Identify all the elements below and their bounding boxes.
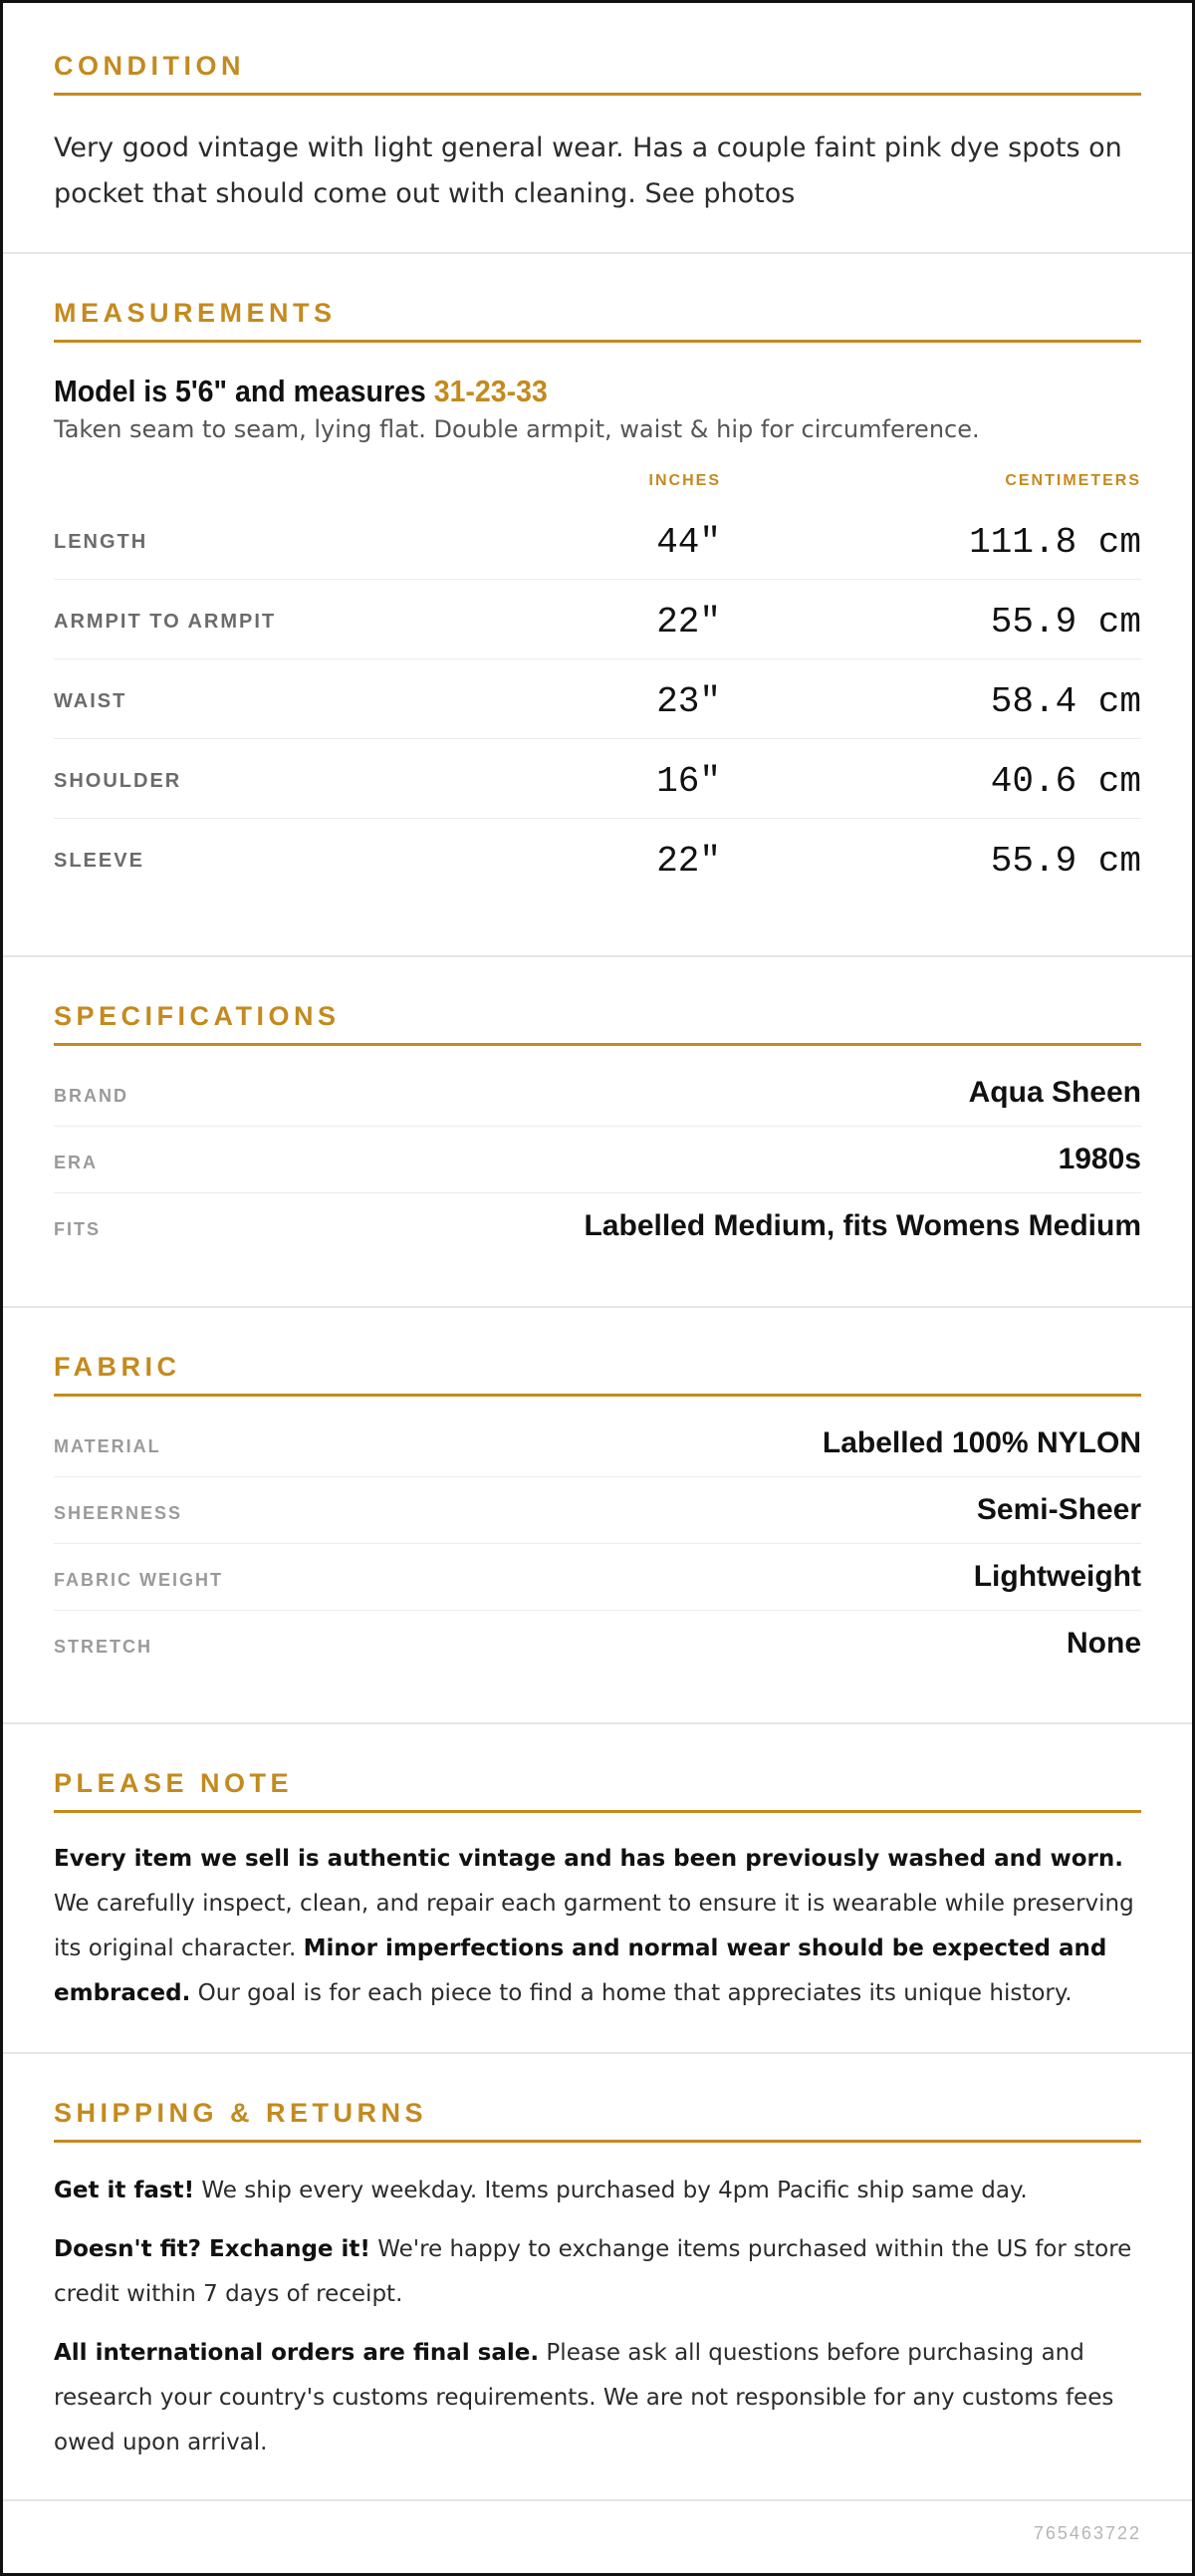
measurements-section bbox=[3, 254, 1192, 957]
fabric-row-weight bbox=[54, 1544, 1141, 1611]
measurement-row-length bbox=[54, 500, 1141, 580]
spec-row-era bbox=[54, 1127, 1141, 1193]
spec-key: BRAND bbox=[54, 1086, 128, 1106]
model-measures-line bbox=[54, 373, 1055, 410]
measurement-row-shoulder bbox=[54, 739, 1141, 819]
note-text-inspect: We carefully inspect, clean, and repair each garment to ensure it is wearable while preserving its original character. bbox=[54, 1891, 1134, 1961]
fabric-key: STRETCH bbox=[54, 1637, 152, 1657]
measurement-cm: 40.6 cm bbox=[990, 761, 1141, 802]
measurement-label: LENGTH bbox=[54, 531, 148, 553]
shipping-exchange-bold: Doesn't fit? Exchange it! bbox=[54, 2236, 370, 2262]
model-height-text: Model is 5'6" and measures bbox=[54, 374, 434, 408]
fabric-section bbox=[3, 1308, 1192, 1724]
shipping-international-text: Please ask all questions before purchasing and research your country's customs requirements. We are not responsible for any customs fees owed upon arrival. bbox=[54, 2340, 1114, 2455]
measurement-row-sleeve bbox=[54, 819, 1141, 898]
measurements-table bbox=[54, 500, 1141, 898]
measurement-cm: 111.8 cm bbox=[969, 522, 1141, 563]
shipping-paragraph-exchange bbox=[54, 2227, 1141, 2317]
condition-description: Very good vintage with light general wear. Has a couple faint pink dye spots on pocket that should come out with cleaning. See photos bbox=[54, 132, 1122, 209]
shipping-exchange-text: We're happy to exchange items purchased within the US for store credit within 7 days of receipt. bbox=[54, 2236, 1132, 2307]
measurement-cm: 58.4 cm bbox=[990, 681, 1141, 722]
measurement-inches: 23" bbox=[656, 681, 721, 722]
measurement-inches: 16" bbox=[656, 761, 721, 802]
spec-value: 1980s bbox=[1058, 1143, 1141, 1175]
fabric-value: Semi-Sheer bbox=[976, 1493, 1141, 1526]
measurement-label: SHOULDER bbox=[54, 770, 182, 792]
fabric-key: MATERIAL bbox=[54, 1436, 161, 1456]
please-note-heading: PLEASE NOTE bbox=[54, 1770, 1141, 1813]
measurement-inches: 22" bbox=[656, 602, 721, 643]
fabric-heading: FABRIC bbox=[54, 1354, 1141, 1397]
fabric-value: Lightweight bbox=[973, 1560, 1141, 1593]
measurement-row-waist bbox=[54, 659, 1141, 739]
shipping-international-bold: All international orders are final sale. bbox=[54, 2340, 540, 2366]
fabric-key: SHEERNESS bbox=[54, 1503, 183, 1523]
inches-column-header: INCHES bbox=[648, 472, 721, 489]
fabric-row-sheerness bbox=[54, 1477, 1141, 1544]
spec-row-fits bbox=[54, 1193, 1141, 1259]
spec-key: ERA bbox=[54, 1153, 99, 1172]
measurement-row-armpit bbox=[54, 580, 1141, 659]
condition-section bbox=[3, 3, 1192, 254]
note-text-goal: Our goal is for each piece to find a home that appreciates its unique history. bbox=[190, 1980, 1073, 2006]
fabric-row-material bbox=[54, 1411, 1141, 1477]
centimeters-column-header: CENTIMETERS bbox=[1005, 472, 1141, 489]
measurement-inches: 44" bbox=[656, 522, 721, 563]
model-measures-value: 31-23-33 bbox=[433, 374, 548, 408]
fabric-key: FABRIC WEIGHT bbox=[54, 1570, 223, 1590]
measuring-note: Taken seam to seam, lying flat. Double armpit, waist & hip for circumference. bbox=[54, 415, 980, 443]
fabric-value: Labelled 100% NYLON bbox=[822, 1426, 1141, 1459]
measurement-label: SLEEVE bbox=[54, 850, 144, 872]
measurement-inches: 22" bbox=[656, 841, 721, 882]
shipping-fast-bold: Get it fast! bbox=[54, 2178, 195, 2203]
shipping-paragraph-international bbox=[54, 2331, 1141, 2465]
measurements-table-header bbox=[54, 460, 1141, 500]
measurement-label: ARMPIT TO ARMPIT bbox=[54, 611, 277, 633]
measurement-cm: 55.9 cm bbox=[990, 602, 1141, 643]
measurement-label: WAIST bbox=[54, 690, 127, 712]
spec-row-brand bbox=[54, 1060, 1141, 1127]
spec-key: FITS bbox=[54, 1219, 101, 1239]
note-bold-imperfections: Minor imperfections and normal wear should be expected and embraced. bbox=[54, 1935, 1107, 2006]
footer bbox=[3, 2501, 1192, 2571]
condition-heading: CONDITION bbox=[54, 53, 1141, 96]
note-bold-authentic: Every item we sell is authentic vintage and has been previously washed and worn. bbox=[54, 1846, 1123, 1872]
shipping-paragraph-fast bbox=[54, 2169, 1141, 2213]
item-code: 765463722 bbox=[1033, 2523, 1141, 2543]
shipping-returns-section bbox=[3, 2054, 1192, 2501]
specifications-heading: SPECIFICATIONS bbox=[54, 1003, 1141, 1046]
spec-value: Aqua Sheen bbox=[968, 1076, 1141, 1109]
fabric-list bbox=[54, 1411, 1141, 1676]
measurement-cm: 55.9 cm bbox=[990, 841, 1141, 882]
measurements-heading: MEASUREMENTS bbox=[54, 300, 1141, 343]
shipping-heading: SHIPPING & RETURNS bbox=[54, 2100, 1141, 2143]
specifications-section bbox=[3, 957, 1192, 1308]
spec-value: Labelled Medium, fits Womens Medium bbox=[584, 1209, 1141, 1242]
fabric-row-stretch bbox=[54, 1611, 1141, 1676]
please-note-text bbox=[54, 1837, 1141, 2016]
shipping-fast-text: We ship every weekday. Items purchased by 4pm Pacific ship same day. bbox=[194, 2178, 1028, 2203]
fabric-value: None bbox=[1067, 1627, 1141, 1660]
please-note-section bbox=[3, 1724, 1192, 2054]
specifications-list bbox=[54, 1060, 1141, 1259]
